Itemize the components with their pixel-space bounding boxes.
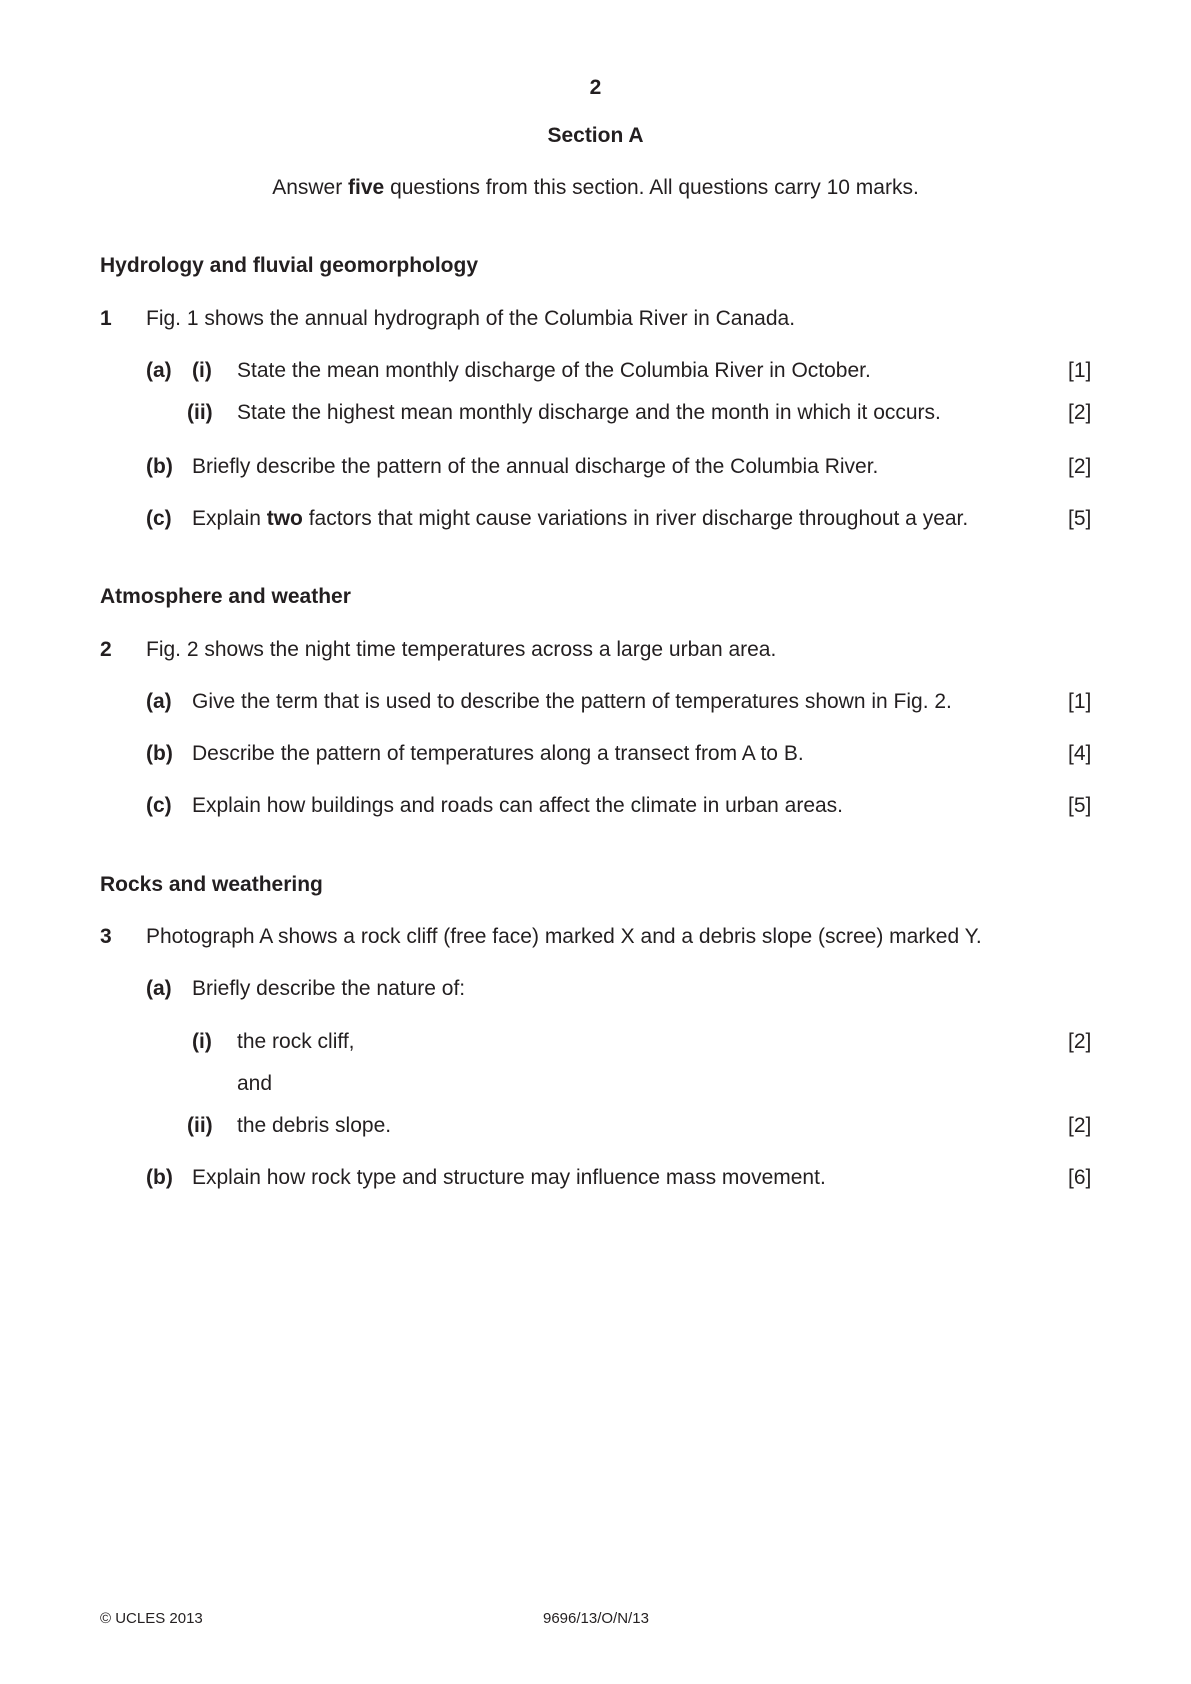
q2-a-text: Give the term that is used to describe the pattern of temperatures shown in Fig. 2. [192, 690, 952, 713]
q2-c-text: Explain how buildings and roads can affect the climate in urban areas. [192, 794, 844, 817]
q1-a-i-label: (i) [192, 359, 212, 382]
q3-a-text: Briefly describe the nature of: [192, 977, 466, 1000]
q1-a-i-mark: [1] [1068, 359, 1092, 382]
q2-a-label: (a) [146, 690, 172, 713]
instructions-text-before: Answer [272, 176, 349, 199]
q3-a-ii-label: (ii) [187, 1114, 213, 1137]
section-title: Section A [547, 124, 644, 147]
q3-b-text: Explain how rock type and structure may influence mass movement. [192, 1166, 826, 1189]
footer-copyright: © UCLES 2013 [100, 1610, 203, 1627]
q1-c-text-before: Explain [192, 507, 267, 530]
footer-paper-code: 9696/13/O/N/13 [543, 1610, 649, 1627]
q1-c-label: (c) [146, 507, 172, 530]
page-number: 2 [589, 76, 602, 99]
q3-a-i-label: (i) [192, 1030, 212, 1053]
q1-b-label: (b) [146, 455, 173, 478]
q1-a-ii-mark: [2] [1068, 401, 1092, 424]
q3-number: 3 [100, 925, 112, 948]
q1-stem: Fig. 1 shows the annual hydrograph of the Columbia River in Canada. [146, 307, 796, 330]
q1-a-label: (a) [146, 359, 172, 382]
instructions-emphasis: five [348, 176, 385, 199]
q1-b-mark: [2] [1068, 455, 1092, 478]
q1-c-emphasis: two [266, 507, 303, 530]
q3-a-i-mark: [2] [1068, 1030, 1092, 1053]
q2-c-mark: [5] [1068, 794, 1092, 817]
q3-a-label: (a) [146, 977, 172, 1000]
q2-b-mark: [4] [1068, 742, 1092, 765]
q1-c-mark: [5] [1068, 507, 1092, 530]
q3-b-label: (b) [146, 1166, 173, 1189]
q2-c-label: (c) [146, 794, 172, 817]
q2-b-label: (b) [146, 742, 173, 765]
q1-b-text: Briefly describe the pattern of the annual discharge of the Columbia River. [192, 455, 879, 478]
q1-a-ii-text: State the highest mean monthly discharge and the month in which it occurs. [237, 401, 941, 424]
q2-topic-heading: Atmosphere and weather [100, 585, 351, 608]
q3-b-mark: [6] [1068, 1166, 1092, 1189]
q2-stem: Fig. 2 shows the night time temperatures across a large urban area. [146, 638, 777, 661]
q3-a-i-text: the rock cliff, [237, 1030, 355, 1053]
instructions-text-after: questions from this section. All questions carry 10 marks. [384, 176, 919, 199]
q1-topic-heading: Hydrology and fluvial geomorphology [100, 254, 479, 277]
q3-a-ii-text: the debris slope. [237, 1114, 392, 1137]
q1-c-text [192, 507, 968, 531]
q3-and-text: and [237, 1072, 273, 1095]
q2-b-text: Describe the pattern of temperatures along a transect from A to B. [192, 742, 804, 765]
q1-a-i-text: State the mean monthly discharge of the Columbia River in October. [237, 359, 871, 382]
q1-number: 1 [100, 307, 112, 330]
section-instructions [0, 176, 1191, 200]
q3-stem: Photograph A shows a rock cliff (free face) marked X and a debris slope (scree) marked Y. [146, 925, 982, 948]
q3-topic-heading: Rocks and weathering [100, 873, 323, 896]
q2-number: 2 [100, 638, 112, 661]
q1-a-ii-label: (ii) [187, 401, 213, 424]
q3-a-ii-mark: [2] [1068, 1114, 1092, 1137]
q2-a-mark: [1] [1068, 690, 1092, 713]
q1-c-text-after: factors that might cause variations in river discharge throughout a year. [302, 507, 969, 530]
